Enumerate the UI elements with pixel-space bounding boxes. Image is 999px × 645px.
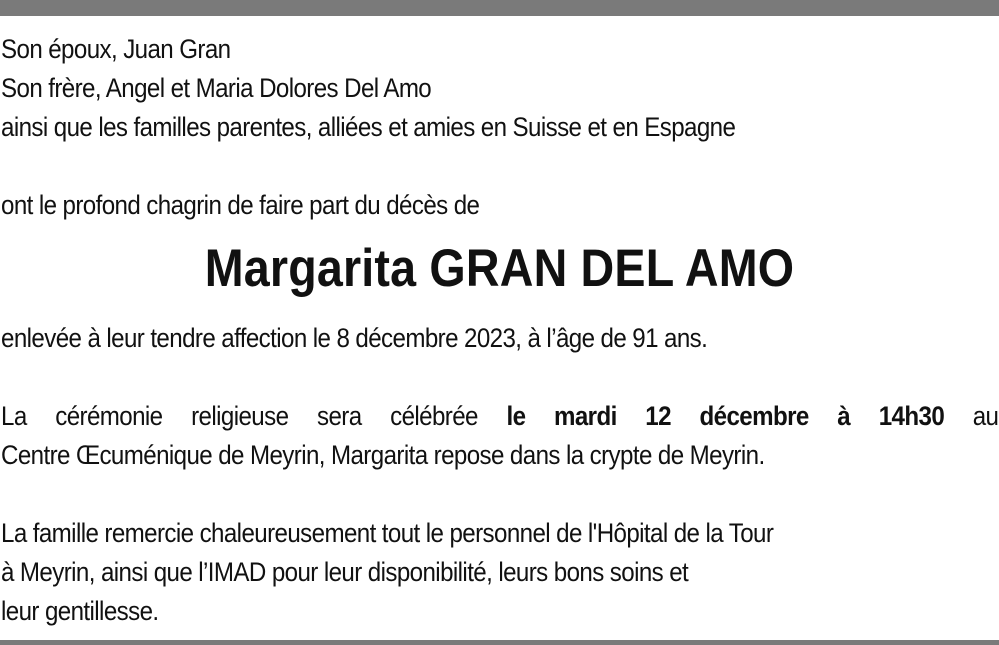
announcement-text: ont le profond chagrin de faire part du décès de xyxy=(1,190,480,220)
ceremony-date-time: le mardi 12 décembre à 14h30 xyxy=(506,401,945,431)
announcement-section xyxy=(1,186,527,225)
bottom-rule xyxy=(0,640,999,645)
thanks-line-1: La famille remercie chaleureusement tout le personnel de l'Hôpital de la Tour xyxy=(1,518,774,548)
family-section xyxy=(1,30,808,147)
top-rule xyxy=(0,0,999,16)
thanks-section xyxy=(1,514,850,631)
ceremony-section xyxy=(1,397,999,475)
ceremony-line-1 xyxy=(1,397,998,436)
family-line-spouse: Son époux, Juan Gran xyxy=(1,34,231,64)
passing-section xyxy=(1,319,777,358)
ceremony-prefix: La cérémonie religieuse sera célébrée xyxy=(1,401,507,431)
ceremony-suffix: au xyxy=(944,401,999,431)
ceremony-line-2: Centre Œcuménique de Meyrin, Margarita repose dans la crypte de Meyrin. xyxy=(1,440,765,470)
deceased-name: Margarita GRAN DEL AMO xyxy=(204,239,795,298)
passing-text: enlevée à leur tendre affection le 8 décembre 2023, à l’âge de 91 ans. xyxy=(1,323,708,353)
thanks-line-2: à Meyrin, ainsi que l’IMAD pour leur disponibilité, leurs bons soins et xyxy=(1,557,689,587)
family-line-brother: Son frère, Angel et Maria Dolores Del Amo xyxy=(1,73,432,103)
thanks-line-3: leur gentillesse. xyxy=(1,596,159,626)
family-line-relatives: ainsi que les familles parentes, alliées et amies en Suisse et en Espagne xyxy=(1,112,736,142)
